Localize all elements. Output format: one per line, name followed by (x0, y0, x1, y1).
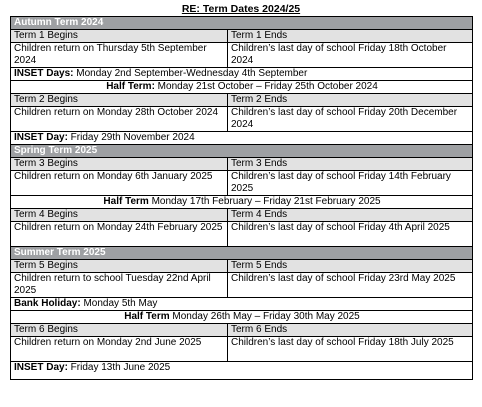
autumn-inset-2-row (11, 132, 473, 145)
term-6-header-row (11, 324, 473, 337)
summer-inset-cell (11, 362, 473, 380)
term-4-ends-label: Term 4 Ends (228, 209, 473, 222)
term-2-begins-label: Term 2 Begins (11, 94, 228, 107)
term-3-dates-row (11, 171, 473, 196)
term-1-ends-label: Term 1 Ends (228, 30, 473, 43)
term-5-header-row (11, 260, 473, 273)
term-4-ends-date: Children’s last day of school Friday 4th April 2025 (228, 222, 473, 247)
summer-bank-holiday-label: Bank Holiday: (14, 298, 81, 309)
spring-half-term-text: Monday 17th February – Friday 21st February 2025 (148, 196, 381, 207)
spring-term-heading: Spring Term 2025 (11, 145, 473, 158)
summer-inset-row (11, 362, 473, 380)
term-4-begins-label: Term 4 Begins (11, 209, 228, 222)
term-2-header-row (11, 94, 473, 107)
term-6-begins-date: Children return on Monday 2nd June 2025 (11, 337, 228, 362)
term-1-ends-date: Children’s last day of school Friday 18th October 2024 (228, 43, 473, 68)
autumn-inset-2-label: INSET Day: (14, 132, 68, 143)
spring-half-term-label: Half Term (103, 196, 149, 207)
term-6-dates-row (11, 337, 473, 362)
term-4-dates-row (11, 222, 473, 247)
term-5-ends-label: Term 5 Ends (228, 260, 473, 273)
term-2-begins-date: Children return on Monday 28th October 2024 (11, 107, 228, 132)
summer-half-term-text: Monday 26th May – Friday 30th May 2025 (169, 311, 360, 322)
spring-term-heading-row (11, 145, 473, 158)
summer-term-heading-row (11, 247, 473, 260)
term-3-header-row (11, 158, 473, 171)
summer-inset-text: Friday 13th June 2025 (67, 362, 171, 373)
spring-half-term-cell (11, 196, 473, 209)
term-5-begins-label: Term 5 Begins (11, 260, 228, 273)
term-5-dates-row (11, 273, 473, 298)
autumn-half-term-text: Monday 21st October – Friday 25th October 2024 (154, 81, 378, 92)
summer-inset-label: INSET Day: (14, 362, 68, 373)
term-5-begins-date: Children return to school Tuesday 22nd April 2025 (11, 273, 228, 298)
autumn-inset-2-text: Friday 29th November 2024 (67, 132, 195, 143)
term-6-ends-date: Children’s last day of school Friday 18th July 2025 (228, 337, 473, 362)
term-dates-table (10, 16, 473, 380)
summer-bank-holiday-text: Monday 5th May (80, 298, 158, 309)
term-1-begins-date: Children return on Thursday 5th September 2024 (11, 43, 228, 68)
term-2-ends-date: Children’s last day of school Friday 20th December 2024 (228, 107, 473, 132)
spring-half-term-row (11, 196, 473, 209)
document-title: RE: Term Dates 2024/25 (181, 3, 301, 15)
autumn-term-heading-row (11, 17, 473, 30)
summer-bank-holiday-row (11, 298, 473, 311)
term-3-ends-label: Term 3 Ends (228, 158, 473, 171)
term-5-ends-date: Children’s last day of school Friday 23rd May 2025 (228, 273, 473, 298)
autumn-inset-2-cell (11, 132, 473, 145)
term-2-dates-row (11, 107, 473, 132)
autumn-inset-row (11, 68, 473, 81)
autumn-term-heading: Autumn Term 2024 (11, 17, 473, 30)
term-2-ends-label: Term 2 Ends (228, 94, 473, 107)
term-3-ends-date: Children’s last day of school Friday 14th February 2025 (228, 171, 473, 196)
autumn-inset-label: INSET Days: (14, 68, 74, 79)
summer-half-term-row (11, 311, 473, 324)
term-1-begins-label: Term 1 Begins (11, 30, 228, 43)
term-1-header-row (11, 30, 473, 43)
summer-half-term-label: Half Term (124, 311, 170, 322)
autumn-inset-text: Monday 2nd September-Wednesday 4th September (73, 68, 308, 79)
autumn-inset-cell (11, 68, 473, 81)
summer-half-term-cell (11, 311, 473, 324)
autumn-half-term-label: Half Term: (106, 81, 155, 92)
term-3-begins-label: Term 3 Begins (11, 158, 228, 171)
term-4-header-row (11, 209, 473, 222)
term-6-ends-label: Term 6 Ends (228, 324, 473, 337)
term-3-begins-date: Children return on Monday 6th January 2025 (11, 171, 228, 196)
summer-term-heading: Summer Term 2025 (11, 247, 473, 260)
term-1-dates-row (11, 43, 473, 68)
term-4-begins-date: Children return on Monday 24th February 2025 (11, 222, 228, 247)
summer-bank-holiday-cell (11, 298, 473, 311)
term-6-begins-label: Term 6 Begins (11, 324, 228, 337)
autumn-half-term-cell (11, 81, 473, 94)
autumn-half-term-row (11, 81, 473, 94)
